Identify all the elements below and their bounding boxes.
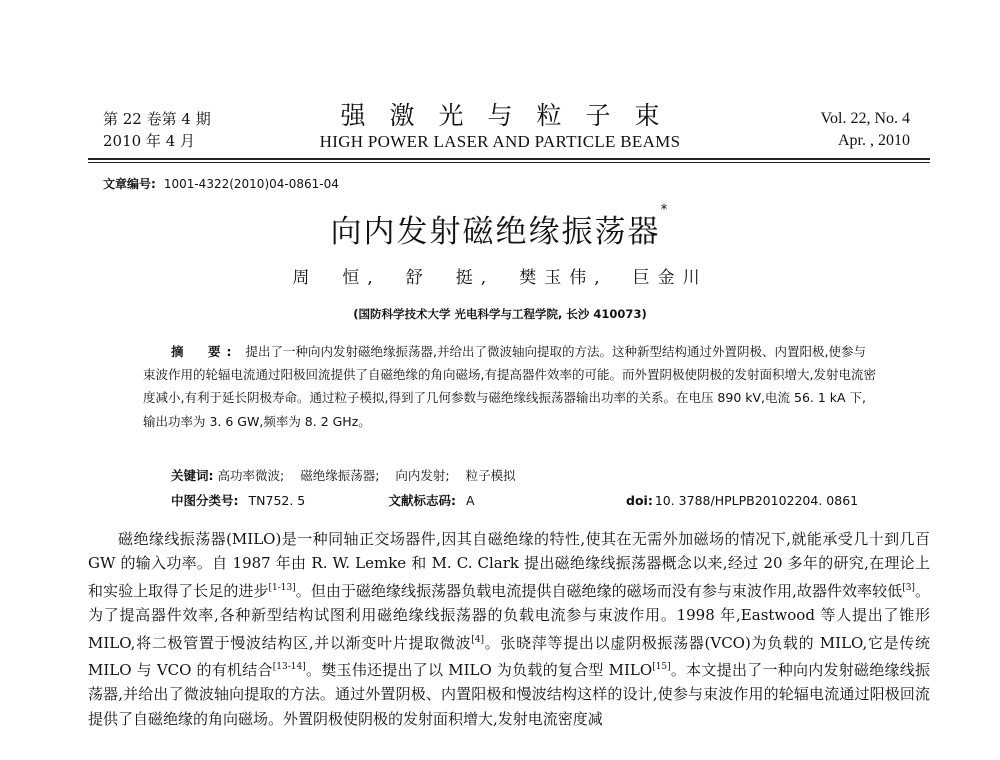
volume-en: Vol. 22, No. 4 <box>820 110 910 127</box>
citation-ref: [3] <box>902 582 915 593</box>
author-list: 周 恒, 舒 挺, 樊玉伟, 巨金川 <box>292 268 708 288</box>
paper-title <box>0 202 1000 251</box>
affiliation: (国防科学技术大学 光电科学与工程学院, 长沙 410073) <box>353 307 647 321</box>
doi-value: 10. 3788/HPLPB20102204. 0861 <box>654 493 859 508</box>
article-number <box>103 175 339 192</box>
keywords <box>171 466 528 484</box>
class-value: TN752. 5 <box>248 493 306 508</box>
body-sentence: 。但由于磁绝缘线振荡器负载电流提供自磁绝缘的磁场而没有参与束波作用,故器件效率较低 <box>295 581 903 600</box>
abstract-text: 提出了一种向内发射磁绝缘振荡器,并给出了微波轴向提取的方法。这种新型结构通过外置阴极、内置阳极,使参与束波作用的轮辐电流通过阳极回流提供了自磁绝缘的角向磁场,有提高器件效率的可能。而外置阴极使阴极的发射面积增大,发射电流密度减小,有利于延长阴极寿命。通过粒子模拟,得到了几何参数与磁绝缘线振荡器输出功率的关系。在电压 890 kV,电流 56. 1 kA 下,输出功率为 3. 6 GW,频率为 8. 2 GHz。 <box>143 344 876 429</box>
doc-code-label: 文献标志码: <box>388 493 456 508</box>
citation-ref: [13-14] <box>272 662 306 673</box>
journal-name <box>290 100 710 152</box>
doi-label: doi: <box>626 493 653 508</box>
keyword: 磁绝缘振荡器; <box>300 468 380 483</box>
journal-name-cn: 强激光与粒子束 <box>340 101 684 130</box>
body-sentence: 。樊玉伟还提出了以 MILO 为负载的复合型 MILO <box>305 661 653 680</box>
citation-ref: [15] <box>652 662 671 673</box>
keywords-label: 关键词: <box>171 468 214 483</box>
body-sentence: 。本文提出了一种向内发射磁绝缘线振荡器,并给出了微波轴向提取的方法。通过外置阴极、内置阳极和慢波结构这样的设计,使参与束波作用的轮辐电流通过阳极回流提供了自磁绝缘的角向磁场。外置阴极使阴极的发射面积增大,发射电流密度减 <box>88 661 930 728</box>
journal-issue-cn <box>103 108 211 152</box>
issue-number-cn: 第 22 卷第 4 期 <box>103 110 211 128</box>
doc-code-value: A <box>466 493 475 508</box>
abstract <box>143 340 878 433</box>
citation-ref: [4] <box>471 634 485 645</box>
title-footnote-mark: * <box>660 202 670 218</box>
header-rule-thin <box>88 162 930 163</box>
header-rule-thick <box>88 158 930 160</box>
citation-ref: [1-13] <box>268 582 296 593</box>
keyword: 向内发射; <box>395 468 450 483</box>
body-sentence: 磁绝缘线振荡器(MILO)是一种同轴正交场器件,因其自磁绝缘的特性,使其在无需外加磁场的情况下,就能承受几十到几百 GW 的输入功率。自 1987 年由 R. W. Lemke 和 M. C. Clark 提出磁绝缘线振荡器概念以来,经过 20 多年的研究,在理论上和实验上取得了长足的进步 <box>88 530 930 600</box>
journal-name-en: HIGH POWER LASER AND PARTICLE BEAMS <box>319 132 681 151</box>
class-label: 中图分类号: <box>171 493 239 508</box>
journal-issue-en <box>821 108 911 152</box>
paper-title-text: 向内发射磁绝缘振荡器 <box>330 214 661 250</box>
issue-date-en: Apr. , 2010 <box>838 132 910 149</box>
article-number-value: 1001-4322(2010)04-0861-04 <box>163 177 339 191</box>
body-paragraph <box>88 527 930 731</box>
classification-info <box>171 491 871 509</box>
keyword: 粒子模拟 <box>465 468 516 483</box>
body-sentence: 。为了提高器件效率,各种新型结构试图利用磁绝缘线振荡器的负载电流参与束波作用。1998 年,Eastwood 等人提出了锥形 MILO,将二极管置于慢波结构区,并以渐变叶片提取微波 <box>88 581 930 652</box>
body-text <box>88 527 930 731</box>
body-sentence: 。张晓萍等提出以虚阴极振荡器(VCO)为负载的 MILO,它是传统 MILO 与 VCO 的有机结合 <box>88 633 931 680</box>
issue-date-cn: 2010 年 4 月 <box>103 132 196 150</box>
keyword: 高功率微波; <box>217 468 285 483</box>
abstract-label: 摘 要: <box>171 344 238 359</box>
article-number-label: 文章编号: <box>103 177 156 191</box>
